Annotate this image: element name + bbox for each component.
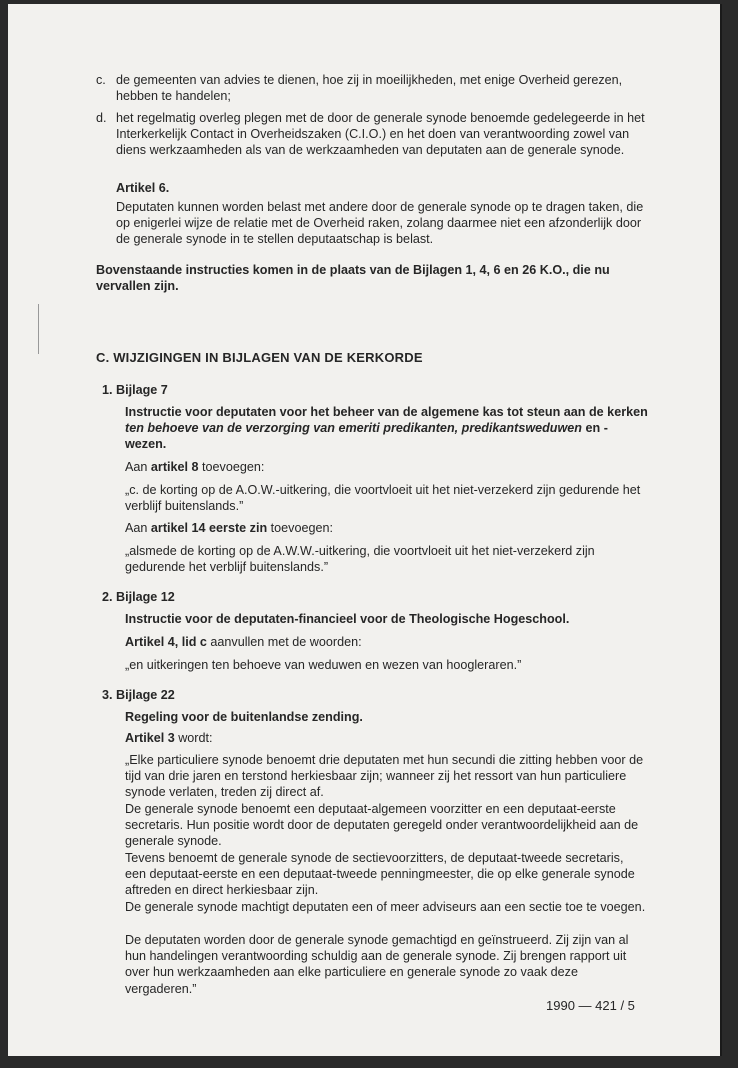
artikel-14-quote: „alsmede de korting op de A.W.W.-uitkering, die voortvloeit uit het niet-verzekerd zijn gedurende het verblijf buitenslands.” [125,544,595,575]
artikel-6-heading: Artikel 6. [116,181,170,195]
artikel-3-paragraph-1: „Elke particuliere synode benoemt drie deputaten met hun secundi die zitting hebben voor de tijd van drie jaren en terstond herkiesbaar zijn; wanneer zij het ressort van hun particuliere synode verlaten, treden zij direct af. [125,753,644,800]
page-number: 1990 — 421 / 5 [546,998,635,1013]
section-c-heading: C. WIJZIGINGEN IN BIJLAGEN VAN DE KERKORDE [96,350,423,365]
document-page [8,4,720,1056]
bijlage-12-instruction: Instructie voor de deputaten-financieel voor de Theologische Hogeschool. [125,612,570,626]
artikel-4-quote: „en uitkeringen ten behoeve van weduwen en wezen van hoogleraren.” [125,658,522,672]
bijlage-7-instruction: Instructie voor deputaten voor het beheer van de algemene kas tot steun aan de kerken ten behoeve van de verzorging van emeriti predikanten, predikantsweduwen en -wezen. [125,405,648,452]
artikel-4-line: Artikel 4, lid c aanvullen met de woorden: [125,635,362,649]
margin-mark [38,304,39,354]
list-item-d: d. het regelmatig overleg plegen met de door de generale synode benoemde gedelegeerde in het Interkerkelijk Contact in Overheidszaken (C.I.O.) en het doen van verantwoording zowel van diens werkzaamheden als van de werkzaamheden van deputaten aan de generale synode. [96,111,645,158]
list-item-c: c. de gemeenten van advies te dienen, hoe zij in moeilijkheden, met enige Overheid gerezen, hebben te handelen; [96,73,623,104]
notice-text: Bovenstaande instructies komen in de plaats van de Bijlagen 1, 4, 6 en 26 K.O., die nu vervallen zijn. [96,263,610,294]
artikel-6-text: Deputaten kunnen worden belast met andere door de generale synode op te dragen taken, die op enigerlei wijze de relatie met de Overheid raken, zolang daarmee niet een afzonderlijk door de generale synode in te stellen deputaatschap is belast. [116,200,644,247]
artikel-3-line: Artikel 3 wordt: [125,731,213,745]
artikel-3-paragraph-4: De generale synode machtigt deputaten een of meer adviseurs aan een sectie toe te voegen. [125,900,646,914]
artikel-8-line: Aan artikel 8 toevoegen: [125,460,265,474]
artikel-3-paragraph-2: De generale synode benoemt een deputaat-algemeen voorzitter en een deputaat-eerste secretaris. Hun positie wordt door de deputaten geregeld onder verantwoordelijkheid aan de generale synode. [125,802,639,849]
artikel-3-paragraph-5: De deputaten worden door de generale synode gemachtigd en geïnstrueerd. Zij zijn van al hun handelingen verantwoording schuldig aan de generale synode. Zij brengen rapport uit over hun werkzaamheden aan elke particuliere en generale synode zo vaak deze vergaderen.” [125,933,629,996]
bijlage-7-title: 1. Bijlage 7 [102,383,168,397]
artikel-14-line: Aan artikel 14 eerste zin toevoegen: [125,521,333,535]
bijlage-12-title: 2. Bijlage 12 [102,590,175,604]
artikel-8-quote: „c. de korting op de A.O.W.-uitkering, die voortvloeit uit het niet-verzekerd zijn gedurende het verblijf buitenslands.” [125,483,641,514]
bijlage-22-instruction: Regeling voor de buitenlandse zending. [125,710,363,724]
bijlage-22-title: 3. Bijlage 22 [102,688,175,702]
artikel-3-paragraph-3: Tevens benoemt de generale synode de sectievoorzitters, de deputaat-tweede secretaris, een deputaat-eerste en een deputaat-tweede penningmeester, die op elke generale synode aftreden en direct herkiesbaar zijn. [125,851,635,898]
